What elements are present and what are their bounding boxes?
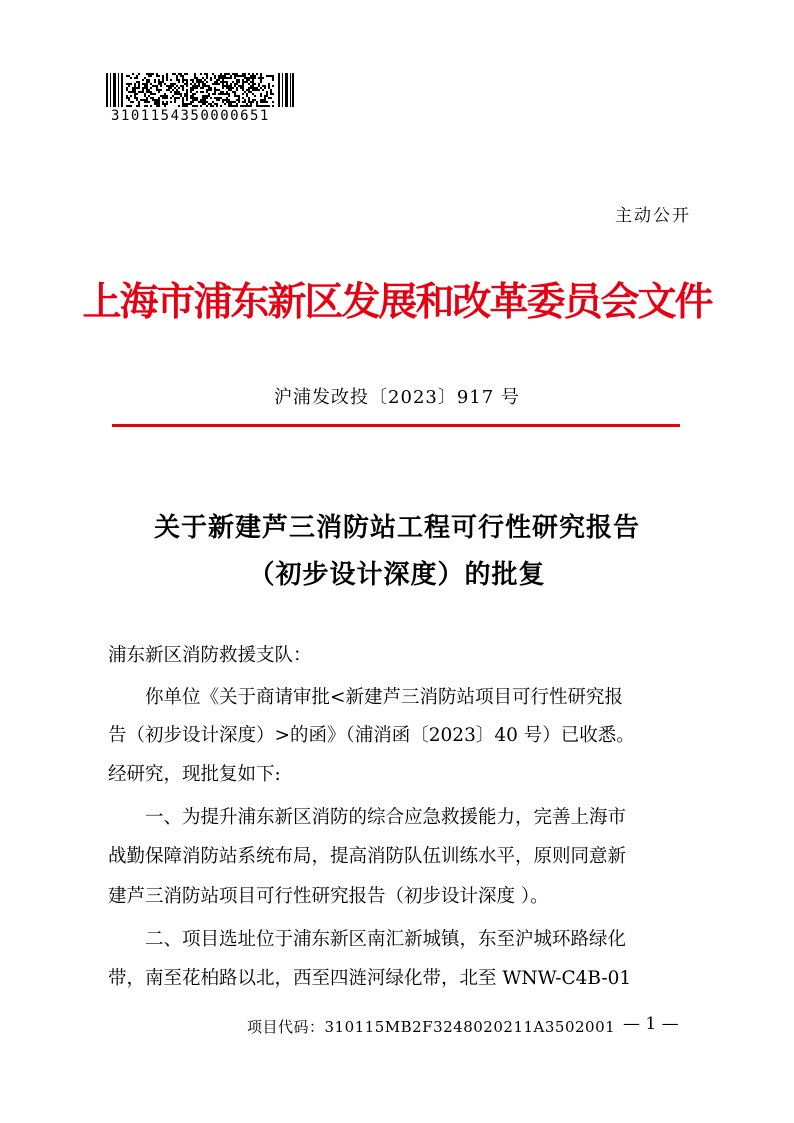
addressee: 浦东新区消防救援支队： <box>108 645 312 666</box>
page-number: — 1 — <box>623 1014 679 1034</box>
document-title-line-1: 关于新建芦三消防站工程可行性研究报告 <box>153 513 640 543</box>
body-line: 二、项目选址位于浦东新区南汇新城镇，东至沪城环路绿化 <box>145 929 627 950</box>
document-number: 沪浦发改投〔2023〕917 号 <box>274 387 520 408</box>
document-title-line-2: （初步设计深度）的批复 <box>248 560 546 590</box>
body-line: 告（初步设计深度）>的函》（浦消函〔2023〕40 号）已收悉。 <box>108 725 635 746</box>
barcode-number: 3101154350000651 <box>111 108 270 124</box>
red-divider <box>112 424 680 427</box>
body-line: 带，南至花柏路以北，西至四涟河绿化带，北至 WNW-C4B-01 <box>108 968 632 989</box>
body-line: 经研究，现批复如下: <box>108 764 281 785</box>
barcode-image <box>106 73 294 107</box>
document-header: 上海市浦东新区发展和改革委员会文件 <box>82 279 712 325</box>
body-line: 战勤保障消防站系统布局，提高消防队伍训练水平，原则同意新 <box>108 846 627 867</box>
body-line: 建芦三消防站项目可行性研究报告（初步设计深度 ）。 <box>108 886 549 907</box>
project-code: 项目代码：310115MB2F3248020211A3502001 <box>247 1018 616 1036</box>
disclosure-label: 主动公开 <box>615 206 691 226</box>
body-line: 一、为提升浦东新区消防的综合应急救援能力，完善上海市 <box>145 807 627 828</box>
body-line: 你单位《关于商请审批<新建芦三消防站项目可行性研究报 <box>145 687 624 708</box>
